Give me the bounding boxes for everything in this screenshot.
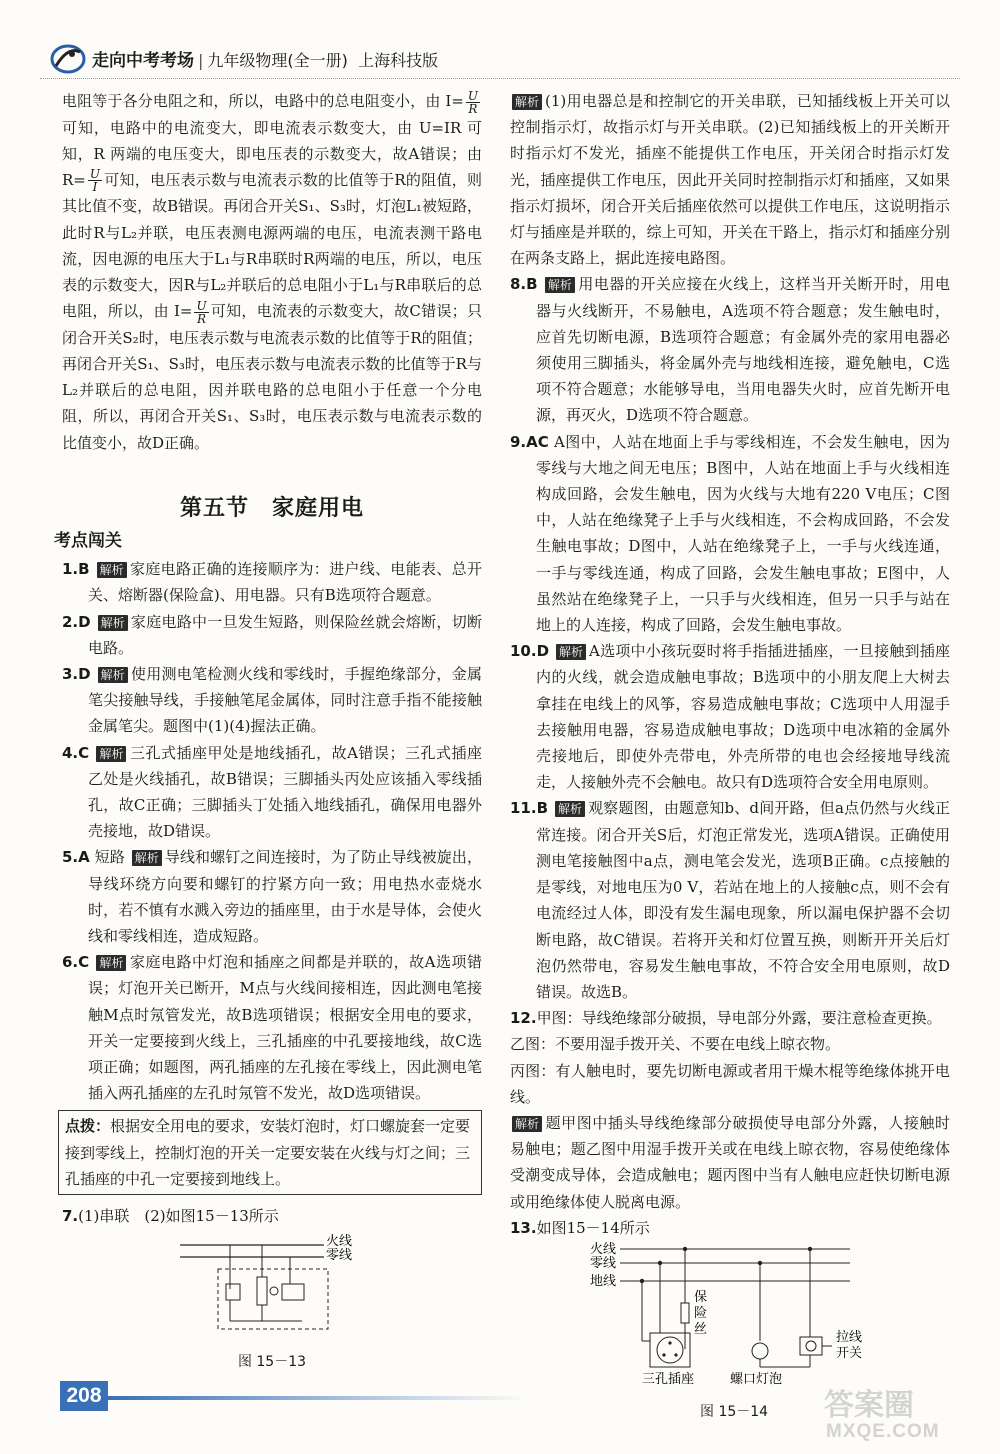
fig14-ground-label: 地线 bbox=[590, 1273, 617, 1289]
answer-13: 13.如图15－14所示 bbox=[510, 1218, 650, 1237]
fig14-socket-label: 三孔插座 bbox=[642, 1371, 695, 1387]
analysis-tag: 解析 bbox=[98, 615, 128, 631]
analysis-tag: 解析 bbox=[96, 955, 126, 971]
figure-15-14 bbox=[510, 1241, 950, 1391]
fig13-neutral-label: 零线 bbox=[326, 1248, 353, 1264]
header-brand: 走向中考考场 bbox=[92, 51, 194, 71]
book-logo-icon bbox=[48, 42, 88, 76]
answer-3: 3.D 解析 使用测电笔检测火线和零线时，手握绝缘部分，金属笔尖接触导线，手接触笔尾金属体，同时注意手指不能接触金属笔尖。题图中(1)(4)握法正确。 bbox=[62, 664, 482, 736]
answer-6: 6.C 解析 家庭电路中灯泡和插座之间都是并联的，故A选项错误；灯泡开关已断开，M点与火线间接相连，因此测电笔接触M点时氖管发光，故B选项错误；根据安全用电的要求，开关一定要接到火线上，三孔插座的中孔要接地线，故C选项正确；如题图，两孔插座的左孔接在零线上，因此测电笔插入两孔插座的左孔时氖管不发光，故D选项错误。 bbox=[62, 953, 482, 1103]
watermark-logo bbox=[818, 1385, 978, 1445]
answer-11: 11.B 解析 观察题图，由题意知b、d间开路，但a点仍然与火线正常连接。闭合开关S后，灯泡正常发光，选项A错误。正确使用测电笔接触图中a点，测电笔会发光，选项B正确。c点接触的是零线，对地电压为0 V，若站在地上的人接触c点，则不会有电流经过人体，即没有发生漏电现象，所以漏电保护器不会切断电路，故C错误。若将开关和灯位置互换，则断开开关后灯泡仍然带电，容易发生触电事故，不符合安全用电原则，故D错误。故选B。 bbox=[510, 799, 950, 1001]
fig14-fuse-label-3: 丝 bbox=[694, 1321, 708, 1337]
fig14-switch-label-2: 开关 bbox=[836, 1345, 863, 1361]
answer-2: 2.D 解析 家庭电路中一旦发生短路，则保险丝就会熔断，切断电路。 bbox=[62, 612, 482, 657]
figure-15-14-caption: 图 15－14 bbox=[700, 1404, 769, 1421]
kaodian-heading: 考点闯关 bbox=[54, 530, 122, 551]
answer-1: 1.B 解析 家庭电路正确的连接顺序为：进户线、电能表、总开关、熔断器(保险盒)、用电器。只有B选项符合题意。 bbox=[62, 560, 482, 605]
answer-8: 8.B 解析 用电器的开关应接在火线上，这样当开关断开时，用电器与火线断开，不易触电，A选项不符合题意；发生触电时，应首先切断电源，B选项符合题意；有金属外壳的家用电器必须使用三脚插头，将金属外壳与地线相连接，避免触电，C选项不符合题意；水能够导电，当用电器失火时，应首先断开电源，再灭火，D选项不符合题意。 bbox=[510, 275, 950, 425]
fig14-switch-label-1: 拉线 bbox=[836, 1329, 863, 1345]
header-divider bbox=[40, 78, 960, 79]
tip-text: 根据安全用电的要求，安装灯泡时，灯口螺旋套一定要接到零线上，控制灯泡的开关一定要安装在火线与灯之间；三孔插座的中孔一定要接到地线上。 bbox=[65, 1117, 471, 1188]
answer-9: 9.AC A图中，人站在地面上手与零线相连，不会发生触电，因为零线与大地之间无电压；B图中，人站在地面上手与火线相连构成回路，会发生触电，因为火线与大地有220 V电压；C图中，人站在绝缘凳子上手与火线相连，不会构成回路，不会发生触电事故；D图中，人站在绝缘凳子上，一手与火线连通，一手与零线连通，构成了回路，会发生触电事故；E图中，人虽然站在绝缘凳子上，一只手与火线相连，但另一只手与站在地上的人连接，构成了回路，会发生触电事故。 bbox=[510, 432, 950, 635]
analysis-tag: 解析 bbox=[132, 850, 162, 866]
fig14-fuse-label-1: 保 bbox=[694, 1289, 708, 1305]
fig14-live-label: 火线 bbox=[590, 1241, 617, 1257]
fraction-u-over-i: $\frac{U}{I}$ bbox=[89, 167, 100, 195]
fraction-u-over-r: $\frac{U}{R}$ bbox=[467, 88, 478, 116]
analysis-tag: 解析 bbox=[512, 1116, 542, 1132]
tip-label: 点拨： bbox=[65, 1117, 111, 1136]
fig14-bulb-label: 螺口灯泡 bbox=[730, 1371, 783, 1387]
answer-12-line-2: 乙图：不要用湿手拨开关、不要在电线上晾衣物。 bbox=[510, 1035, 841, 1054]
analysis-tag: 解析 bbox=[98, 667, 128, 683]
answer-5: 5.A 短路 解析 导线和螺钉之间连接时，为了防止导线被旋出，导线环绕方向要和螺钉的拧紧方向一致；用电热水壶烧水时，若不慎有水溅入旁边的插座里，由于水是导体，会使火线和零线相连，造成短路。 bbox=[62, 848, 482, 945]
answer-12-analysis: 解析 题甲图中插头导线绝缘部分破损使导电部分外露，人接触时易触电；题乙图中用湿手拨开关或在电线上晾衣物，容易使绝缘体受潮变成导体，会造成触电；题丙图中当有人触电应赶快切断电源或用绝缘体使人脱离电源。 bbox=[510, 1113, 950, 1211]
continued-solution: 电阻等于各分电阻之和，所以，电路中的总电阻变小，由 I= $\frac{U}{R}$ 可知，电路中的电流变大，即电流表示数变大，由 U=IR 可知，R 两端的电压变大，即电压表的示数变大，故A错误；由 R= $\frac{U}{I}$ 可知，电压表示数与电流表示数的比值等于R的阻值，则其比值不变，故B错误。再闭合开关S₁、S₃时，灯泡L₁被短路，此时R与L₂并联，电压表测电源两端的电压，电流表测干路电流，因电源的电压大于L₁与R串联时R两端的电压，所以，电压表的示数变大，因R与L₂并联后的总电阻小于L₁与R串联后的总电阻，所以，由 I= $\frac{U}{R}$ 可知，电流表的示数变大，故C错误；只闭合开关S₂时，电压表示数与电流表示数的比值等于R的阻值；再闭合开关S₁、S₃时，电压表示数与电流表示数的比值等于R与L₂并联后的总电阻，因并联电路的总电阻小于任意一个分电阻，所以，再闭合开关S₁、S₃时，电压表示数与电流表示数的比值变小，故D正确。 bbox=[62, 88, 483, 452]
left-column bbox=[54, 88, 483, 1376]
fraction-u-over-r-2: $\frac{U}{R}$ bbox=[196, 298, 207, 326]
fig13-live-label: 火线 bbox=[326, 1234, 353, 1250]
watermark-glyphs: 答案圈 bbox=[824, 1388, 914, 1421]
answer-7-analysis: 解析 (1)用电器总是和控制它的开关串联，已知插线板上开关可以控制指示灯，故指示灯与开关串联。(2)已知插线板上的开关断开时指示灯不发光，插座不能提供工作电压，开关闭合时指示灯发光，插座提供工作电压，因此开关同时控制指示灯和插座，又如果指示灯损坏，闭合开关后插座依然可以提供工作电压，这说明指示灯与插座是并联的，综上可知，开关在干路上，指示灯和插座分别在两条支路上，据此连接电路图。 bbox=[510, 92, 950, 268]
right-column bbox=[510, 88, 950, 1425]
analysis-tag: 解析 bbox=[556, 644, 586, 660]
header-title: 走向中考考场 | 九年级物理(全一册) 上海科技版 bbox=[92, 51, 439, 71]
analysis-tag: 解析 bbox=[97, 562, 127, 578]
page-number: 208 bbox=[60, 1381, 108, 1411]
fig14-fuse-label-2: 险 bbox=[694, 1305, 708, 1321]
page-header bbox=[40, 42, 960, 76]
watermark-url: MXQE.COM bbox=[826, 1421, 940, 1442]
fig14-neutral-label: 零线 bbox=[590, 1255, 617, 1271]
answer-12-line-3: 丙图：有人触电时，要先切断电源或者用干燥木棍等绝缘体挑开电线。 bbox=[510, 1061, 950, 1106]
header-book: 九年级物理(全一册) bbox=[207, 51, 348, 70]
section-title: 第五节 家庭用电 bbox=[179, 495, 364, 521]
answer-10: 10.D 解析 A选项中小孩玩耍时将手指插进插座，一旦接触到插座内的火线，就会造成触电事故；B选项中的小朋友爬上大树去拿挂在电线上的风筝，容易造成触电事故；C选项中人用湿手去接触用电器，容易造成触电事故；D选项中电冰箱的金属外壳接地后，即使外壳带电，外壳所带的电也会经接地导线流走，人接触外壳不会触电。故只有D选项符合安全用电原则。 bbox=[510, 642, 950, 792]
tip-box bbox=[58, 1110, 482, 1195]
analysis-tag: 解析 bbox=[545, 277, 575, 293]
answer-12: 12.甲图：导线绝缘部分破损，导电部分外露，要注意检查更换。 bbox=[510, 1009, 942, 1028]
analysis-tag: 解析 bbox=[512, 94, 542, 110]
answer-7: 7.(1)串联 (2)如图15－13所示 bbox=[62, 1207, 279, 1226]
answer-4: 4.C 解析 三孔式插座甲处是地线插孔，故A错误；三孔式插座乙处是火线插孔，故B错误；三脚插头丙处应该插入零线插孔，故C正确；三脚插头丁处插入地线插孔，确保用电器外壳接地，故D错误。 bbox=[62, 743, 482, 841]
analysis-tag: 解析 bbox=[555, 801, 585, 817]
analysis-tag: 解析 bbox=[96, 746, 126, 762]
page-number-bar bbox=[108, 1396, 528, 1400]
figure-15-13-caption: 图 15－13 bbox=[237, 1354, 307, 1371]
figure-15-13 bbox=[62, 1229, 482, 1339]
header-publisher: 上海科技版 bbox=[358, 51, 439, 70]
watermark-glyphs-icon bbox=[818, 1385, 978, 1421]
